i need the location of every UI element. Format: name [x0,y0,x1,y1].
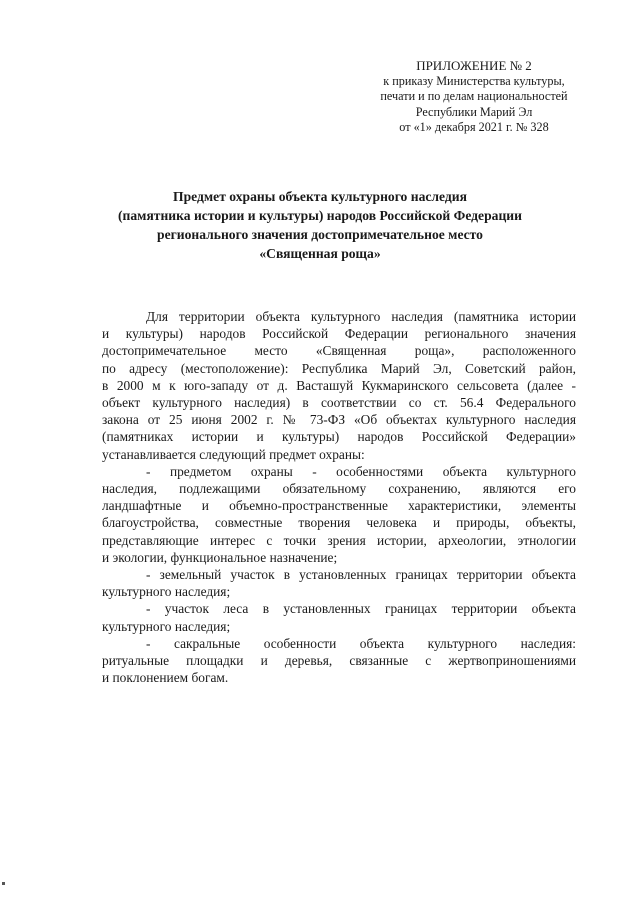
text-line: по адресу (местоположение): Республика Марий Эл, Советский район, [102,360,576,376]
text-line: и культуры) народов Российской Федерации регионального значения [102,326,576,342]
text-line: и поклонением богам. [102,670,229,686]
text-line: достопримечательное место «Священная роща», расположенного [102,343,576,359]
text-line: устанавливается следующий предмет охраны: [102,446,365,462]
text-line: наследия, подлежащими обязательному сохранению, являются его [102,481,576,497]
appendix-header [340,58,608,136]
text-line: в 2000 м к юго-западу от д. Васташуй Кукмаринского сельсовета (далее - [102,377,576,393]
appendix-line: Республики Марий Эл [415,104,533,119]
paragraph-item-forest-plot [102,600,576,634]
text-line: - сакральные особенности объекта культурного наследия: [146,635,576,651]
text-line: - земельный участок в установленных границах территории объекта [146,567,576,583]
appendix-heading: ПРИЛОЖЕНИЕ № 2 [416,58,532,73]
paragraph-item-land-plot [102,566,576,600]
title-line: Предмет охраны объекта культурного наследия [173,189,467,204]
scan-speck [2,882,5,885]
document-title [60,187,580,263]
paragraph-intro [102,308,576,463]
appendix-line: от «1» декабря 2021 г. № 328 [399,120,549,135]
text-line: - предметом охраны - особенностями объекта культурного [146,463,576,479]
text-line: культурного наследия; [102,618,231,634]
title-line: (памятника истории и культуры) народов Российской Федерации [118,208,522,223]
text-line: - участок леса в установленных границах территории объекта [146,601,576,617]
paragraph-item-sacral-features [102,635,576,687]
text-line: объект культурного наследия) в соответствии со ст. 56.4 Федерального [102,395,576,411]
text-line: представляющие интерес с точки зрения истории, археологии, этнологии [102,532,576,548]
text-line: ландшафтные и объемно-пространственные характеристики, элементы [102,498,576,514]
title-line: «Священная роща» [259,246,381,261]
text-line: ритуальные площадки и деревья, связанные с жертвоприношениями [102,653,576,669]
text-line: культурного наследия; [102,584,231,600]
text-line: Для территории объекта культурного наследия (памятника истории [146,309,576,324]
text-line: благоустройства, совместные творения человека и природы, объекты, [102,515,576,531]
text-line: (памятниках истории и культуры) народов Российской Федерации» [102,429,576,445]
text-line: закона от 25 июня 2002 г. № 73-ФЗ «Об объектах культурного наследия [102,412,576,428]
appendix-line: печати и по делам национальностей [380,89,568,104]
paragraph-item-protection-subject [102,463,576,566]
appendix-line: к приказу Министерства культуры, [383,73,565,88]
title-line: регионального значения достопримечательное место [157,227,483,242]
document-body [102,308,576,686]
text-line: и экологии, функциональное назначение; [102,549,338,565]
